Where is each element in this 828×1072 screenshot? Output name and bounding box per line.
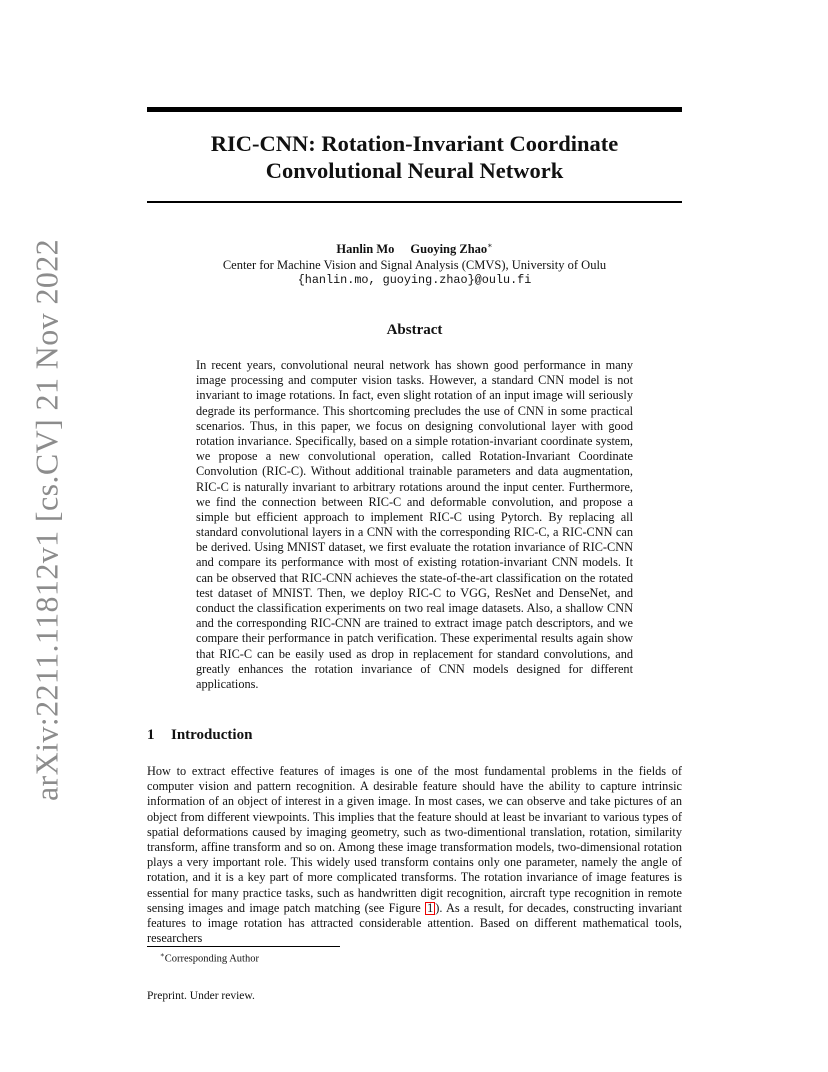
footnote (160, 951, 259, 965)
introduction-body (147, 764, 682, 946)
author-email: {hanlin.mo, guoying.zhao}@oulu.fi (297, 273, 532, 288)
author-1: Hanlin Mo (336, 242, 395, 257)
author-block (147, 238, 682, 289)
title-top-rule (147, 107, 682, 112)
title-line-2: Convolutional Neural Network (265, 158, 564, 183)
abstract-heading: Abstract (386, 322, 443, 338)
intro-text-part-1: How to extract effective features of images is one of the most fundamental problems in the fields of computer vision and pattern recognition. A desirable feature should have the ability to capture intrinsic information of an object of interest in a given image. In most cases, we can observe and take pictures of an object from different viewpoints. This implies that the feature should at least be invariant to various types of spatial deformations caused by imaging geometry, such as two-dimentional translation, rotation, similarity transform, affine transform and so on. Among these image transformation models, two-dimensional rotation plays a very important role. This widely used transform contains only one parameter, namely the angle of rotation, and it is a key part of more complicated transforms. The rotation invariance of image features is essential for many practice tasks, such as handwritten digit recognition, aircraft type recognition in remote sensing images and image patch matching (see Figure (147, 764, 682, 915)
figure-reference-link[interactable]: 1 (427, 900, 434, 915)
author-2-mark: ∗ (487, 241, 493, 250)
preprint-note: Preprint. Under review. (147, 990, 255, 1002)
section-number: 1 (147, 727, 155, 743)
footnote-rule (147, 946, 340, 947)
intro-text-part-2: ). As a result, for decades, constructing invariant features to image rotation has attracted considerable attention. Based on different mathematical tools, researchers (147, 900, 683, 946)
footnote-mark: ∗ (160, 951, 165, 959)
author-names (147, 238, 682, 258)
title-bottom-rule (147, 201, 682, 203)
affiliation: Center for Machine Vision and Signal Analysis (CMVS), University of Oulu (222, 257, 607, 272)
section-heading (147, 727, 252, 744)
title-line-1: RIC-CNN: Rotation-Invariant Coordinate (210, 131, 619, 156)
section-title: Introduction (171, 727, 253, 743)
paper-title (147, 130, 682, 184)
footnote-text: Corresponding Author (164, 953, 259, 965)
author-2: Guoying Zhao (410, 242, 488, 257)
arxiv-identifier: arXiv:2211.11812v1 [cs.CV] 21 Nov 2022 (28, 238, 65, 802)
abstract-body: In recent years, convolutional neural network has shown good performance in many image processing and computer vision tasks. However, a standard CNN model is not invariant to image rotations. In fact, even slight rotation of an input image will seriously degrade its performance. This shortcoming precludes the use of CNN in some practical scenarios. Thus, in this paper, we focus on designing convolutional layer with good rotation invariance. Specifically, based on a simple rotation-invariant coordinate system, we propose a new convolutional operation, called Rotation-Invariant Coordinate Convolution (RIC-C). Without additional trainable parameters and data augmentation, RIC-C is naturally invariant to arbitrary rotations around the input center. Furthermore, we find the connection between RIC-C and deformable convolution, and propose a simple but efficient approach to implement RIC-C using Pytorch. By replacing all standard convolutional layers in a CNN with the corresponding RIC-C, a RIC-CNN can be derived. Using MNIST dataset, we first evaluate the rotation invariance of RIC-CNN and compare its performance with most of existing rotation-invariant CNN models. It can be observed that RIC-CNN achieves the state-of-the-art classification on the rotated test dataset of MNIST. Then, we deploy RIC-C to VGG, ResNet and DenseNet, and conduct the classification experiments on two real image datasets. Also, a shallow CNN and the corresponding RIC-CNN are trained to extract image patch descriptors, and we compare their performance in patch verification. These experimental results again show that RIC-C can be easily used as drop in replacement for standard convolutions, and greatly enhances the rotation invariance of CNN models designed for different applications. (196, 358, 633, 691)
